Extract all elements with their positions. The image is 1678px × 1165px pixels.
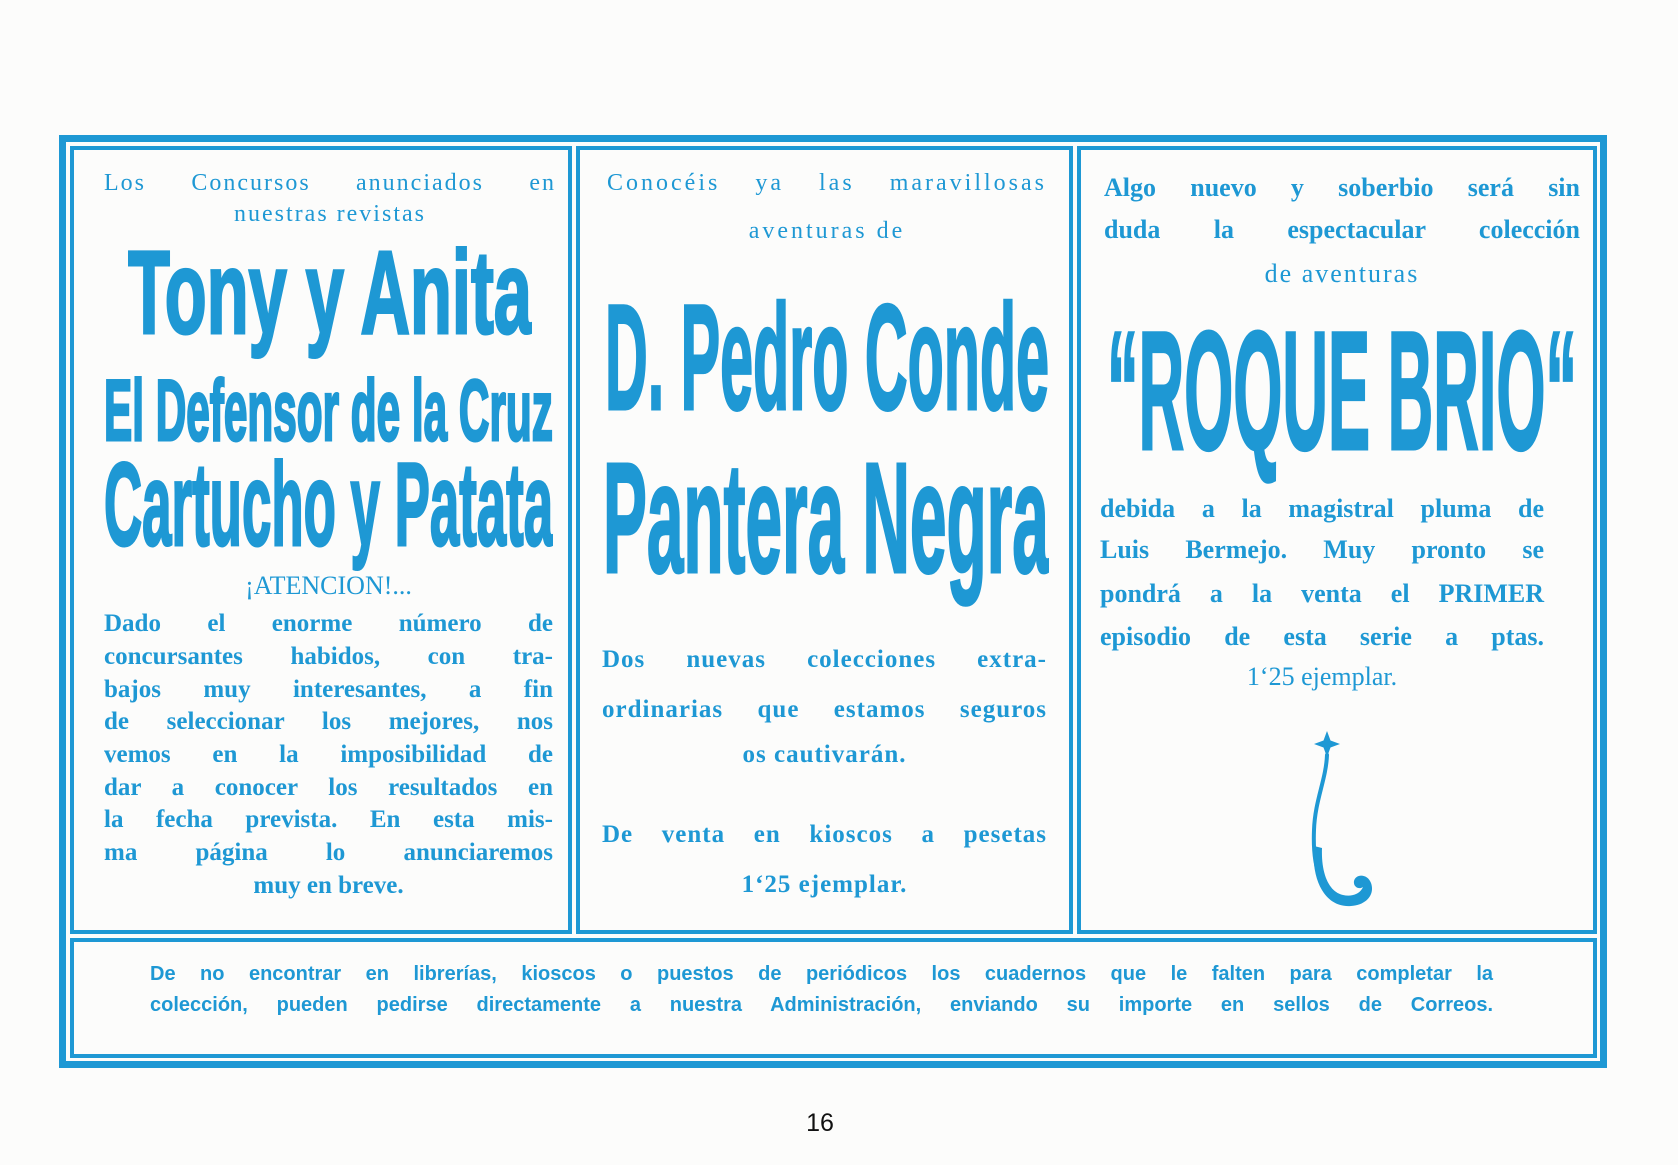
- series-title: [104, 446, 553, 576]
- series-title-text: Cartucho y Patata: [104, 446, 553, 571]
- description-line: Luis Bermejo. Muy pronto se: [1100, 535, 1544, 564]
- footer-notice-line: De no encontrar en librerías, kioscos o puestos de periódicos los cuadernos que le falten para completar la: [150, 963, 1493, 985]
- series-title-text: El Defensor de la Cruz: [104, 368, 553, 459]
- intro-line: Algo nuevo y soberbio será sin: [1104, 173, 1580, 202]
- intro-line: de aventuras: [1264, 259, 1420, 288]
- notice-line: vemos en la imposibilidad de: [104, 741, 553, 768]
- notice-line: dar a conocer los resultados en: [104, 774, 553, 801]
- series-title: [128, 234, 532, 370]
- description-line: 1‘25 ejemplar.: [1246, 662, 1398, 691]
- notice-line: de seleccionar los mejores, nos: [104, 708, 553, 735]
- notice-line: bajos muy interesantes, a fin: [104, 676, 553, 703]
- notice-line: concursantes habidos, con tra-: [104, 643, 553, 670]
- description-line: episodio de esta serie a ptas.: [1100, 622, 1544, 651]
- intro-line: Conocéis ya las maravillosas: [607, 170, 1047, 196]
- panel-pedro-conde: [576, 146, 1073, 934]
- intro-line: aventuras de: [748, 218, 906, 244]
- flourish-icon: [1295, 728, 1385, 918]
- description-line: debida a la magistral pluma de: [1100, 494, 1544, 523]
- panel-roque-brio: [1077, 146, 1597, 934]
- sale-line: De venta en kioscos a pesetas: [602, 821, 1047, 848]
- series-title-text: Tony y Anita: [128, 234, 532, 359]
- intro-line: Los Concursos anunciados en: [104, 170, 556, 196]
- panel-pedidos: [70, 938, 1597, 1058]
- intro-line: duda la espectacular colección: [1104, 215, 1580, 244]
- panel-concursos: [70, 146, 572, 934]
- description-line: Dos nuevas colecciones extra-: [602, 646, 1047, 673]
- sale-line: 1‘25 ejemplar.: [741, 871, 908, 898]
- description-line: os cautivarán.: [742, 741, 907, 768]
- notice-line: la fecha prevista. En esta mis-: [104, 806, 553, 833]
- series-title: [605, 282, 1049, 447]
- series-title: [603, 440, 1049, 620]
- series-title-text: “ROQUE BRIO“: [1107, 306, 1577, 485]
- notice-line: ma página lo anunciaremos: [104, 839, 553, 866]
- footer-notice-line: colección, pueden pedirse directamente a nuestra Administración, enviando su importe en sellos de Correos.: [150, 994, 1493, 1016]
- notice-line: muy en breve.: [253, 872, 404, 899]
- series-title-text: Pantera Negra: [603, 440, 1049, 606]
- intro-line: nuestras revistas: [234, 201, 426, 227]
- notice-line: Dado el enorme número de: [104, 610, 553, 637]
- series-title: [1107, 306, 1577, 492]
- description-line: ordinarias que estamos seguros: [602, 696, 1047, 723]
- page-number: 16: [806, 1109, 834, 1137]
- notice-heading: ¡ATENCION!...: [245, 571, 412, 600]
- series-title-text: D. Pedro Conde: [605, 282, 1049, 441]
- description-line: pondrá a la venta el PRIMER: [1100, 579, 1544, 608]
